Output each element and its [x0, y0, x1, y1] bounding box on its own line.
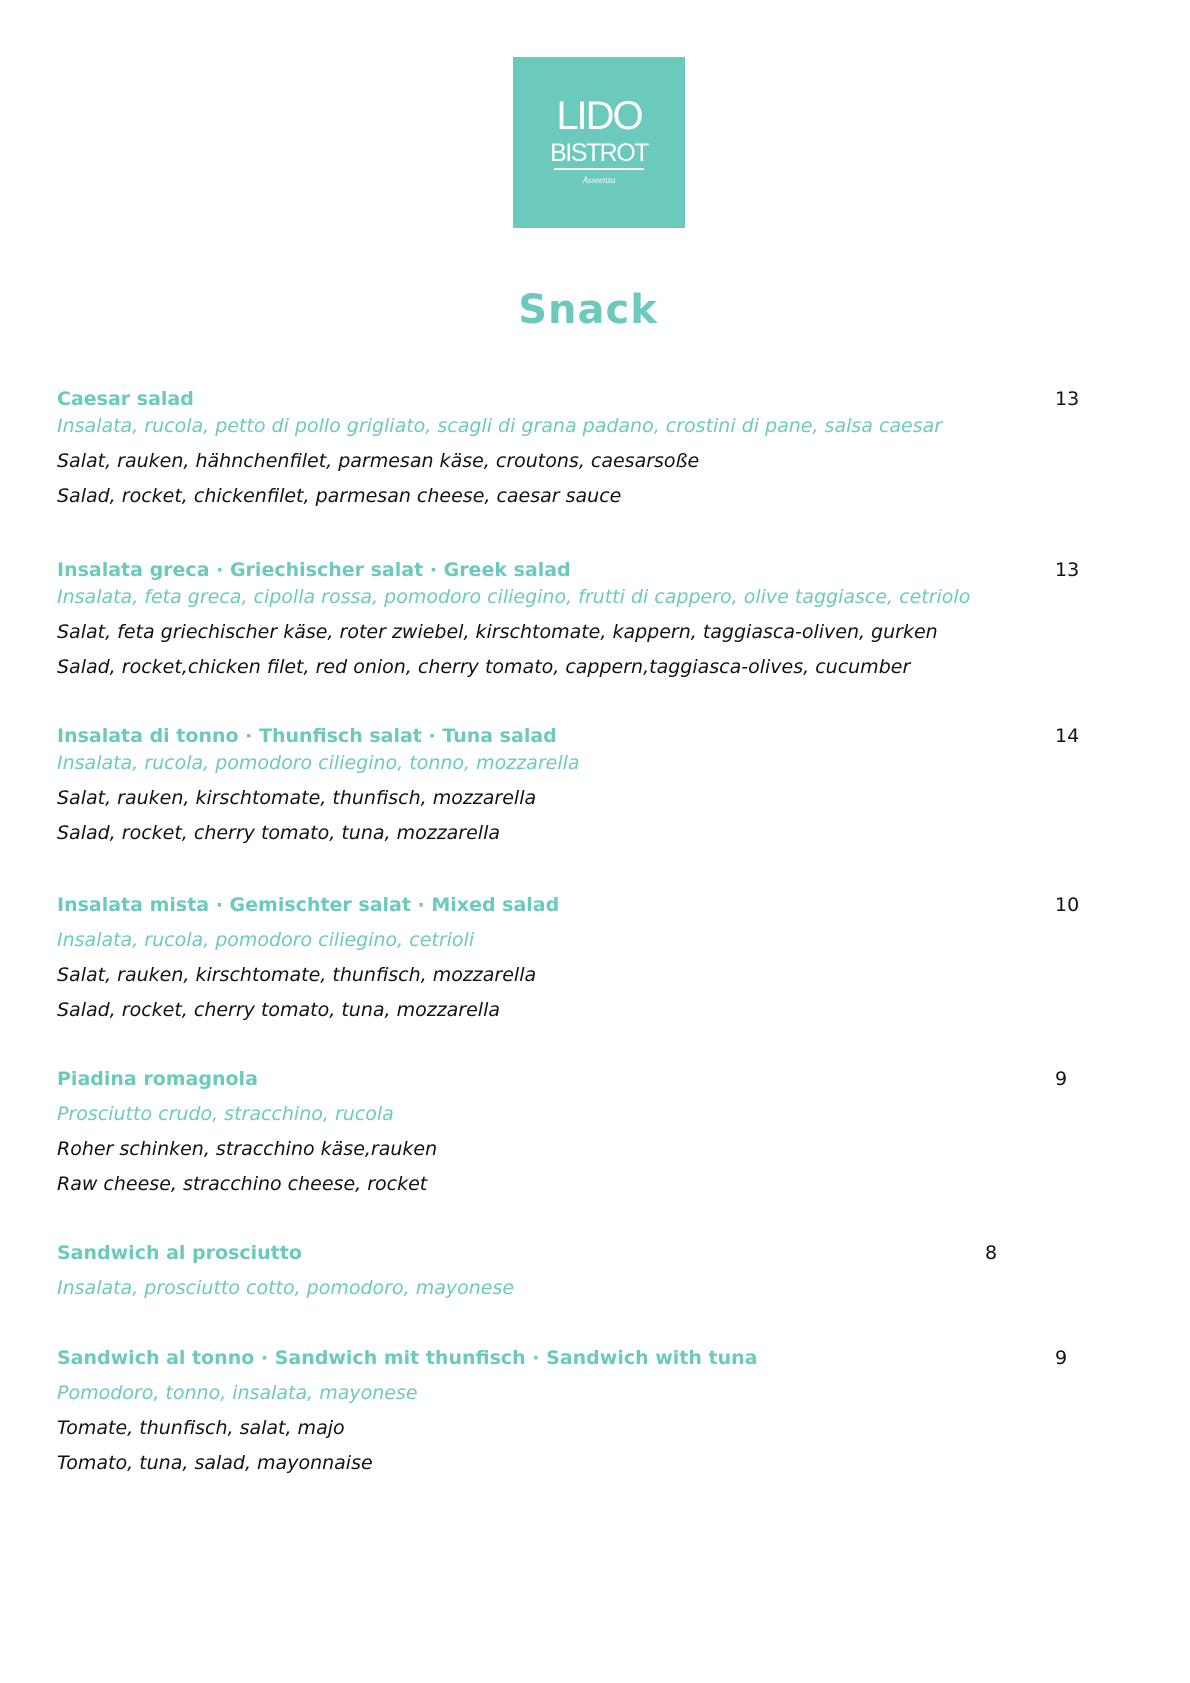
item-desc-italian: Prosciutto crudo, stracchino, rucola [57, 1103, 394, 1125]
logo-line1: LIDO [556, 94, 642, 138]
item-desc-italian: Insalata, prosciutto cotto, pomodoro, mayonese [57, 1277, 515, 1299]
item-desc-italian: Insalata, rucola, pomodoro ciliegino, tonno, mozzarella [57, 752, 580, 774]
item-name: Sandwich al tonno · Sandwich mit thunfisch · Sandwich with tuna [57, 1347, 758, 1369]
item-name: Insalata greca · Griechischer salat · Greek salad [57, 559, 571, 581]
item-desc-english: Salad, rocket, cherry tomato, tuna, mozzarella [57, 822, 501, 844]
logo-rule [554, 168, 644, 170]
item-desc-english: Salad, rocket,chicken filet, red onion, cherry tomato, cappern,taggiasca-olives, cucumber [57, 656, 911, 678]
item-price: 9 [1055, 1068, 1068, 1090]
item-desc-german: Salat, rauken, kirschtomate, thunfisch, mozzarella [57, 964, 537, 986]
item-price: 9 [1055, 1347, 1068, 1369]
logo-line2: BISTROT [550, 139, 648, 167]
item-desc-italian: Insalata, rucola, pomodoro ciliegino, cetrioli [57, 929, 475, 951]
item-price: 8 [985, 1242, 998, 1264]
item-name: Sandwich al prosciutto [57, 1242, 302, 1264]
item-name: Piadina romagnola [57, 1068, 258, 1090]
lido-bistrot-logo [513, 57, 685, 228]
item-name: Insalata di tonno · Thunfisch salat · Tuna salad [57, 725, 557, 747]
item-desc-english: Tomato, tuna, salad, mayonnaise [57, 1452, 373, 1474]
item-name: Insalata mista · Gemischter salat · Mixed salad [57, 894, 560, 916]
item-price: 13 [1055, 388, 1080, 410]
item-price: 14 [1055, 725, 1080, 747]
item-desc-english: Salad, rocket, chickenfilet, parmesan cheese, caesar sauce [57, 485, 622, 507]
item-desc-english: Raw cheese, stracchino cheese, rocket [57, 1173, 428, 1195]
item-desc-german: Salat, rauken, hähnchenfilet, parmesan käse, croutons, caesarsoße [57, 450, 700, 472]
item-desc-english: Salad, rocket, cherry tomato, tuna, mozzarella [57, 999, 501, 1021]
item-desc-german: Roher schinken, stracchino käse,rauken [57, 1138, 438, 1160]
page-title: Snack [518, 287, 658, 333]
logo-line3: Asseenza [582, 175, 616, 185]
item-name: Caesar salad [57, 388, 194, 410]
item-desc-italian: Pomodoro, tonno, insalata, mayonese [57, 1382, 418, 1404]
item-desc-german: Salat, feta griechischer käse, roter zwiebel, kirschtomate, kappern, taggiasca-oliven, gurken [57, 621, 938, 643]
item-desc-german: Tomate, thunfisch, salat, majo [57, 1417, 345, 1439]
item-price: 13 [1055, 559, 1080, 581]
item-desc-italian: Insalata, rucola, petto di pollo grigliato, scagli di grana padano, crostini di pane, salsa caesar [57, 415, 943, 437]
item-desc-italian: Insalata, feta greca, cipolla rossa, pomodoro ciliegino, frutti di cappero, olive taggiasce, cetriolo [57, 586, 971, 608]
item-desc-german: Salat, rauken, kirschtomate, thunfisch, mozzarella [57, 787, 537, 809]
item-price: 10 [1055, 894, 1080, 916]
